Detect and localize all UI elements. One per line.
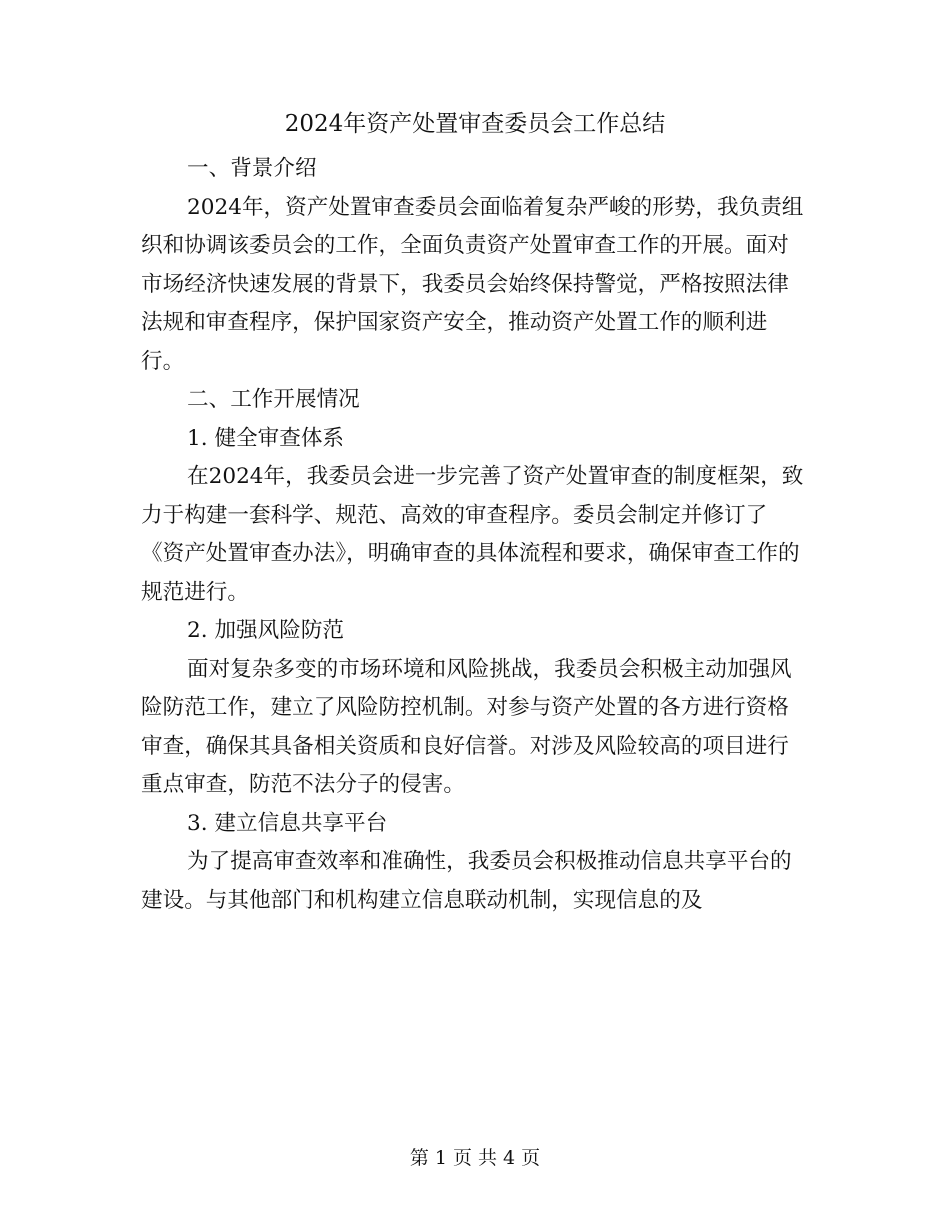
subheading-risk-prevention: 2. 加强风险防范 [187, 618, 345, 643]
paragraph-risk-prevention: 面对复杂多变的市场环境和风险挑战，我委员会积极主动加强风险防范工作，建立了风险防控机制。对参与资产处置的各方进行资格审查，确保其具备相关资质和良好信誉。对涉及风险较高的项目进行重点审查，防范不法分子的侵害。 [141, 656, 792, 797]
paragraph-review-system: 在2024年，我委员会进一步完善了资产处置审查的制度框架，致力于构建一套科学、规范、高效的审查程序。委员会制定并修订了《资产处置审查办法》，明确审查的具体流程和要求，确保审查工作的规范进行。 [141, 464, 804, 605]
paragraph-info-sharing: 为了提高审查效率和准确性，我委员会积极推动信息共享平台的建设。与其他部门和机构建立信息联动机制，实现信息的及 [141, 849, 792, 913]
paragraph-background: 2024年，资产处置审查委员会面临着复杂严峻的形势，我负责组织和协调该委员会的工作，全面负责资产处置审查工作的开展。面对市场经济快速发展的背景下，我委员会始终保持警觉，严格按照法律法规和审查程序，保护国家资产安全，推动资产处置工作的顺利进行。 [141, 194, 804, 374]
subheading-info-sharing: 3. 建立信息共享平台 [187, 810, 388, 836]
subheading-review-system: 1. 健全审查体系 [187, 425, 345, 451]
document-title: 2024年资产处置审查委员会工作总结 [284, 111, 666, 137]
section-heading-work: 二、工作开展情况 [187, 387, 360, 412]
page-number-footer: 第 1 页 共 4 页 [409, 1147, 541, 1169]
section-heading-background: 一、背景介绍 [187, 156, 317, 181]
document-body [141, 150, 809, 920]
